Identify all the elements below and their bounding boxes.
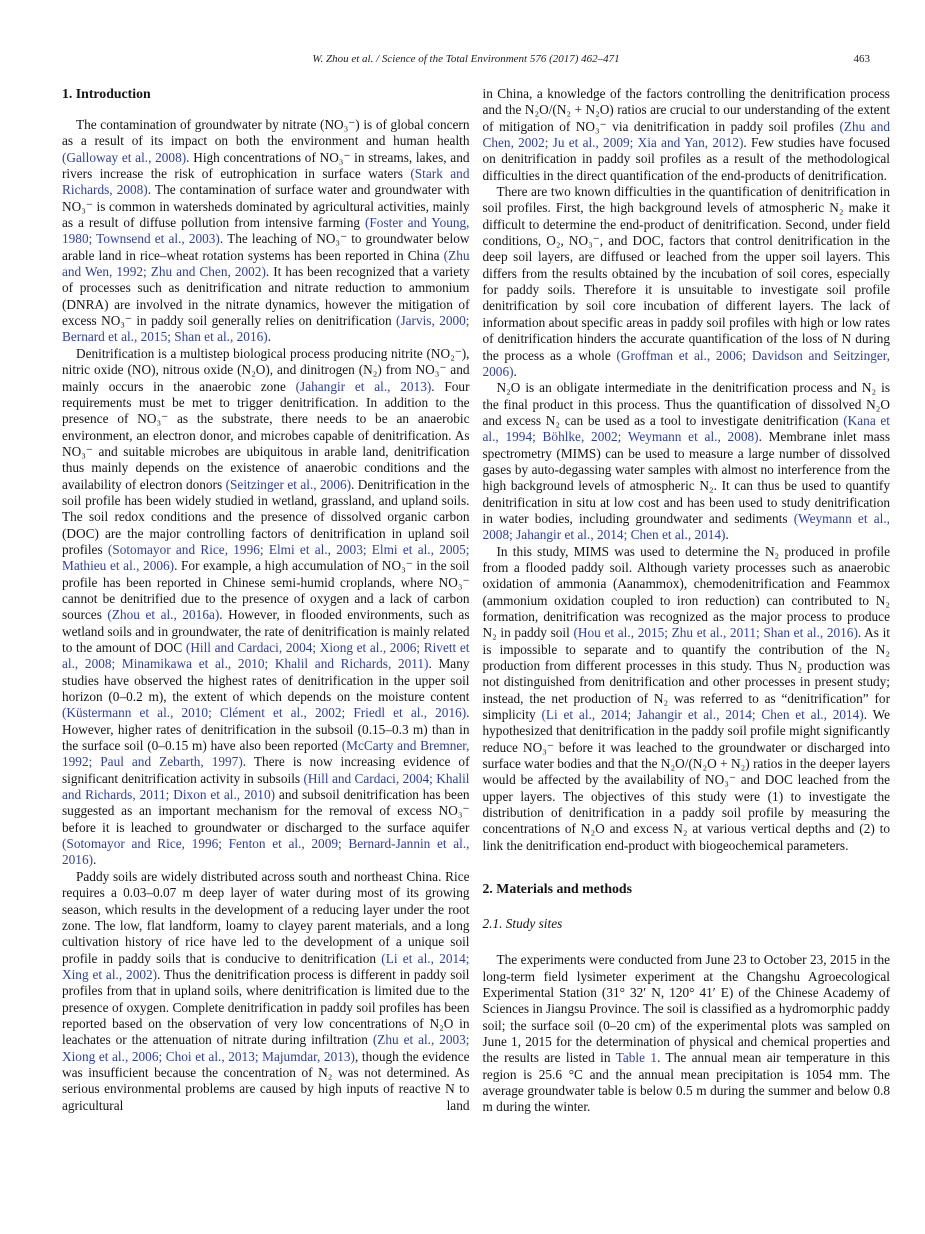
text-run: . <box>267 329 272 345</box>
citation-link[interactable]: (Hou et al., 2015; Zhu et al., 2011; Shan et al., 2016) <box>573 625 858 641</box>
text-run: . The contamination of surface water and groundwater with NO₃⁻ is common in watersheds dominated by agricultural activities, mainly as a result of diffuse pollution from intensive farming <box>62 182 470 231</box>
paragraph <box>483 952 891 1115</box>
citation-link[interactable]: (Zhu and Chen, 2002; Ju et al., 2009; Xia and Yan, 2012) <box>482 118 891 151</box>
text-run: . High concentrations of NO₃⁻ in streams, lakes, and rivers increase the risk of eutrophication in surface waters <box>62 149 470 182</box>
subsection-heading-study-sites: 2.1. Study sites <box>482 916 563 932</box>
citation-link[interactable]: (Foster and Young, 1980; Townsend et al., 2003) <box>62 215 470 247</box>
left-column <box>62 86 470 1116</box>
text-run: . Denitrification in the soil profile has been widely studied in wetland, grassland, and upland soils. The soil redox conditions and the presence of dissolved organic carbon (DOC) are the major controlling factors of denitrification in upland soil profiles <box>62 476 470 557</box>
citation-link[interactable]: (Jarvis, 2000; Bernard et al., 2015; Shan et al., 2016) <box>62 313 470 345</box>
text-run: In this study, MIMS was used to determine the N₂ produced in profile from a flooded paddy soil. Although variety processes such as anaerobic oxidation of ammonia (Aanammox), chemodenitrification and Feammox (ammonium oxidation coupled to iron reduction) can contributed to N₂ formation, denitrification was recognized as the major process to produce N₂ in paddy soil <box>482 543 890 641</box>
text-run: Denitrification is a multistep biological process producing nitrite (NO₂⁻), nitric oxide (NO), nitrous oxide (N₂O), and dinitrogen (N₂) from NO₃⁻ and mainly occurs in the anaerobic zone <box>62 345 470 394</box>
citation-link[interactable]: (Galloway et al., 2008 <box>62 149 182 165</box>
text-run: . <box>93 852 97 868</box>
citation-link[interactable]: (Zhu et al., 2003; Xiong et al., 2006; Choi et al., 2013; Majumdar, 2013) <box>62 1032 470 1064</box>
text-run: . Thus the denitrification process is different in paddy soil profiles from that in upland soils, where denitrification is limited due to the presence of oxygen. Complete denitrification in paddy soil profiles has been reported based on the observation of very low concentrations of N₂O in leachates or the attenuation of nitrate during infiltration <box>62 966 470 1048</box>
paragraph <box>62 117 470 346</box>
text-run: The contamination of groundwater by nitrate (NO₃⁻) is of global concern as a result of its impact on both the environment and human health <box>62 117 470 149</box>
citation-link[interactable]: (Hill and Cardaci, 2004; Khalil and Richards, 2011; Dixon et al., 2010) <box>62 770 470 803</box>
text-run: . Many studies have observed the highest rates of denitrification in the upper soil horizon (0–0.2 m), the extent of which depends on the moisture content <box>62 656 470 705</box>
citation-link[interactable]: (Seitzinger et al., 2006) <box>225 476 352 492</box>
text-run: , though the evidence was insufficient because the concentration of N₂ was not determined. As serious environmental problems are caused by high inputs of reactive N to agricultural land <box>62 1048 470 1113</box>
citation-link[interactable]: (Sotomayor and Rice, 1996; Elmi et al., 2003; Elmi et al., 2005; Mathieu et al., 2006) <box>62 541 470 574</box>
paragraph <box>483 380 891 543</box>
citation-link[interactable]: (McCarty and Bremner, 1992; Paul and Zebarth, 1997) <box>62 738 470 770</box>
paragraph-continuation <box>483 86 891 184</box>
text-run: N₂O is an obligate intermediate in the denitrification process and N₂ is the final product in this process. Thus the quantification of dissolved N₂O and excess N₂ can be used as a tool to investigate denitrification <box>482 380 890 428</box>
two-column-body <box>62 86 890 1116</box>
text-run: in China, a knowledge of the factors controlling the denitrification process and the N₂O/(N₂ + N₂O) ratios are crucial to our understanding of the extent of mitigation of NO₃⁻ via denitrification in paddy soil profiles <box>482 86 890 134</box>
citation-link[interactable]: (Sotomayor and Rice, 1996; Fenton et al., 2009; Bernard-Jannin et al., 2016) <box>62 836 470 868</box>
text-run: and subsoil denitrification has been suggested as an important mechanism for the removal of excess NO₃⁻ before it is leached to groundwater or discharged to the surface aquifer <box>62 787 470 835</box>
running-head <box>62 53 870 67</box>
text-run: There are two known difficulties in the quantification of denitrification in soil profiles. First, the high background levels of atmospheric N₂ make it difficult to determine the end-product of denitrification. Second, under field conditions, O₂, NO₃⁻, and DOC, factors that control denitrification in the deep soil layers, are diffused or leached from the upper soil layers. This differs from the results obtained by the incubation of soil cores, especially for paddy soils. Therefore it is unsuitable to investigate soil profile denitrification by soil core incubation of different layers. The lack of information about specific areas in paddy soil profiles with high or low rates of denitrification hinders the accurate quantification of the loss of N during the process as a whole <box>482 184 890 363</box>
text-run: The experiments were conducted from June 23 to October 23, 2015 in the long-term field lysimeter experiment at the Changshu Agroecological Experimental Station (31° 32′ N, 120° 41′ E) of the Chinese Academy of Sciences in Jiangsu Province. The soil is classified as a hydromorphic paddy soil; the surface soil (0–20 cm) of the experimental plots was sampled on June 1, 2015 for the determination of physical and chemical properties and the results are listed in <box>482 952 890 1066</box>
citation-link[interactable]: (Li et al., 2014; Xing et al., 2002) <box>62 950 470 982</box>
right-column <box>483 86 891 1116</box>
citation-link[interactable]: (Küstermann et al., 2010; Clément et al., 2002; Friedl et al., 2016) <box>62 705 467 721</box>
paragraph <box>62 869 470 1114</box>
citation-link[interactable]: (Li et al., 2014; Jahangir et al., 2014; Chen et al., 2014) <box>541 707 864 723</box>
text-run: . <box>725 527 729 543</box>
text-run: . Four requirements must be met to trigger denitrification. In addition to the presence of NO₃⁻ as the substrate, there needs to be an anaerobic environment, an electron donor, and microbes capable of denitrification. As NO₃⁻ and suitable microbes are ubiquitous in arable land, denitrification thus mainly depends on the existence of anaerobic conditions and the availability of electron donors <box>62 378 470 492</box>
paragraph <box>62 346 470 869</box>
text-run: . Membrane inlet mass spectrometry (MIMS) can be used to measure a large number of dissolved gases by auto-degassing water samples with almost no interference from the high background levels of atmospheric N₂. It can thus be used to quantify denitrification in situ at low cost and has been used to study denitrification in water bodies, including groundwater and sediments <box>482 429 891 526</box>
paragraph <box>483 544 891 855</box>
text-run: . Few studies have focused on denitrification in paddy soil profiles as a result of the methodological difficulties in the direct quantification of the end-products of denitrification. <box>482 135 890 183</box>
text-run: . It has been recognized that a variety of processes such as denitrification and nitrate reduction to ammonium (DNRA) are involved in the nitrate dynamics, however the mitigation of excess NO₃⁻ in paddy soil generally relies on denitrification <box>62 264 470 329</box>
citation-link[interactable]: Table 1 <box>615 1050 658 1066</box>
text-run: . For example, a high accumulation of NO₃⁻ in the soil profile has been reported in Chinese semi-humid croplands, where NO₃⁻ cannot be denitrified due to the presence of oxygen and a lack of carbon sources <box>62 558 470 623</box>
citation-link[interactable]: ) <box>181 149 187 165</box>
text-run: . We hypothesized that denitrification in the paddy soil profile might significantly reduce NO₃⁻ before it was leached to the groundwater or discharged into surface water bodies and that the N₂O/(N₂O + N₂) ratios in the deeper layers would be affected by the availability of NO₃⁻ and DOC leached from the upper layers. The objectives of this study were (1) to investigate the distribution of denitrification in a paddy soil profile by measuring the concentrations of N₂O and excess N₂ at various vertical depths and (2) to link the denitrification end-product with biogeochemical parameters. <box>482 707 891 853</box>
citation-link[interactable]: (Jahangir et al., 2013) <box>295 378 432 394</box>
citation-link[interactable]: (Stark and Richards, 2008) <box>62 166 470 198</box>
section-heading-materials-methods: 2. Materials and methods <box>482 881 632 897</box>
page-number: 463 <box>853 53 870 65</box>
text-run: . <box>513 363 517 379</box>
text-run: . However, higher rates of denitrification in the subsoil (0.15–0.3 m) than in the surface soil (0–0.15 m) have also been reported <box>62 705 470 754</box>
text-run: . The annual mean air temperature in this region is 25.6 °C and the annual mean precipitation is 1054 mm. The average groundwater table is below 0.5 m during the summer and below 0.8 m during the winter. <box>482 1050 890 1115</box>
text-run: . As it is impossible to separate and to quantify the contribution of the N₂ production from different processes in this study. Thus N₂ production was not distinguished from denitrification and other processes in present study; instead, the net production of N₂ was referred to as “denitrification” for simplicity <box>482 625 890 723</box>
citation-link[interactable]: (Kana et al., 1994; Böhlke, 2002; Weymann et al., 2008) <box>482 412 891 445</box>
citation-link[interactable]: (Groffman et al., 2006; Davidson and Seitzinger, 2006) <box>482 347 891 379</box>
section-heading-introduction: 1. Introduction <box>62 86 151 101</box>
citation-link[interactable]: (Zhou et al., 2016a) <box>107 607 220 623</box>
citation-link[interactable]: (Weymann et al., 2008; Jahangir et al., 2014; Chen et al., 2014) <box>482 510 890 543</box>
text-run: Paddy soils are widely distributed across south and northeast China. Rice requires a 0.03–0.07 m deep layer of water during most of its growing season, which results in the development of a reducing layer under the root zone. The low, flat landform, loamy to clayey parent materials, and a long cultivation history of rice have led to the development of a unique soil profile in paddy soils that is conducive to denitrification <box>62 868 470 966</box>
citation-link[interactable]: (Zhu and Wen, 1992; Zhu and Chen, 2002) <box>62 247 470 280</box>
text-run: . There is now increasing evidence of significant denitrification activity in subsoils <box>62 754 470 786</box>
running-title: W. Zhou et al. / Science of the Total Environment 576 (2017) 462–471 <box>312 53 620 65</box>
text-run: . The leaching of NO₃⁻ to groundwater below arable land in rice–wheat rotation systems has been reported in China <box>62 231 470 263</box>
citation-link[interactable]: (Hill and Cardaci, 2004; Xiong et al., 2006; Rivett et al., 2008; Minamikawa et al., 2010; Khalil and Richards, 2011) <box>62 640 470 672</box>
text-run: . However, in flooded environments, such as wetland soils and in groundwater, the rate of denitrification is mainly related to the amount of DOC <box>62 607 470 655</box>
paragraph <box>483 184 891 380</box>
